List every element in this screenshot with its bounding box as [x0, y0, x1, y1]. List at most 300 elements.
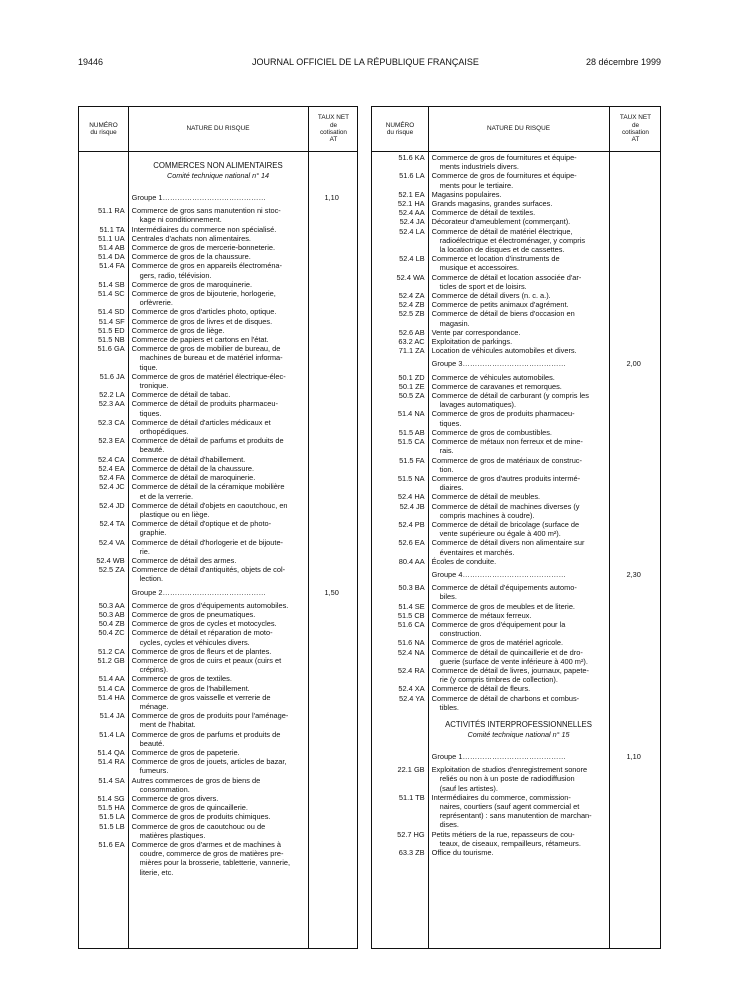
risk-code: 51.5 AB: [398, 427, 425, 437]
risk-nature: [428, 638, 608, 647]
nature-line: Commerce de gros de liège.: [131, 325, 225, 335]
rate-cell: [306, 372, 357, 390]
risk-code: 51.4 SG: [97, 794, 125, 803]
nature-line: Commerce de détail d'optique et de photo-: [131, 519, 272, 529]
table-row: [372, 199, 660, 208]
nature-line: Intermédiaires du commerce, commission-: [431, 792, 571, 802]
rate-cell: [607, 391, 660, 409]
group-code-cell: [372, 570, 428, 579]
risk-nature: [428, 409, 608, 427]
rate-cell: [607, 254, 660, 272]
risk-nature: [428, 199, 608, 208]
risk-nature: [128, 812, 307, 821]
nature-line: Location de véhicules automobiles et divers.: [431, 346, 577, 356]
nature-line: ménage.: [139, 701, 169, 711]
table-row: [79, 610, 357, 619]
risk-code: 51.6 GA: [97, 344, 125, 354]
risk-code: 50.5 ZA: [398, 391, 425, 401]
risk-code: 50.1 ZD: [398, 372, 425, 382]
table-row: [79, 390, 357, 399]
nature-line: Commerce de gros de livres et de disques.: [131, 316, 273, 326]
risk-code: 50.4 ZB: [98, 619, 125, 629]
risk-nature: [128, 674, 307, 683]
risk-code: 51.2 GB: [97, 655, 125, 665]
risk-nature: [128, 776, 307, 794]
table-row: [79, 399, 357, 417]
risk-nature: [128, 372, 307, 390]
group-row: [372, 359, 660, 368]
risk-code: 50.3 AA: [98, 600, 125, 610]
table-row: [79, 261, 357, 279]
group-label: Groupe 1……………………………………: [131, 193, 266, 202]
rate-cell: [306, 556, 357, 565]
risk-nature: [128, 418, 307, 436]
rate-cell: [306, 225, 357, 234]
rate-cell: [306, 307, 357, 316]
table-row: [79, 252, 357, 261]
rate-cell: [306, 840, 357, 877]
nature-line: Commerce de gros divers.: [131, 794, 219, 803]
nature-line: Commerce de détail de textiles.: [431, 208, 536, 218]
table-row: [79, 628, 357, 646]
nature-line: graphie.: [139, 528, 167, 538]
risk-nature: [128, 647, 307, 656]
table-row: [79, 840, 357, 877]
table-row: [79, 776, 357, 794]
risk-code: 52.6 AB: [398, 327, 425, 337]
risk-code: 51.4 SD: [97, 307, 125, 317]
nature-line: Commerce de détail divers (n. c. a.).: [431, 291, 551, 301]
risk-code: 51.4 FA: [99, 261, 125, 271]
rate-cell: [607, 638, 660, 647]
table-row: [79, 656, 357, 674]
risk-nature: [128, 455, 307, 464]
rate-cell: [306, 243, 357, 252]
nature-line: Commerce de gros de caoutchouc ou de: [131, 821, 266, 831]
table-row: [79, 501, 357, 519]
rate-cell: [306, 390, 357, 399]
nature-line: ments pour le tertiaire.: [439, 180, 514, 190]
table-row: [79, 372, 357, 390]
group-row: [372, 752, 660, 761]
nature-line: éventaires et marchés.: [439, 547, 515, 557]
risk-code: 50.3 AB: [98, 609, 125, 619]
nature-line: literie, etc.: [139, 867, 174, 877]
nature-line: Commerce de gros de la chaussure.: [131, 252, 251, 262]
risk-code: 52.4 LA: [399, 226, 425, 236]
nature-line: Commerce de gros de matériel agricole.: [431, 638, 564, 648]
nature-line: Commerce de détail de bricolage (surface de: [431, 519, 580, 529]
rate-cell: [306, 822, 357, 840]
risk-nature: [428, 227, 608, 255]
risk-nature: [128, 684, 307, 693]
rate-cell: [607, 273, 660, 291]
rate-cell: [306, 326, 357, 335]
group-code-cell: [372, 752, 428, 761]
risk-nature: [128, 243, 307, 252]
nature-line: Décorateur d'ameublement (commerçant).: [431, 217, 571, 227]
nature-line: Commerce de véhicules automobiles.: [431, 372, 555, 382]
nature-line: (sauf les artistes).: [439, 783, 498, 793]
risk-nature: [128, 794, 307, 803]
nature-line: Commerce de gros de textiles.: [131, 674, 232, 684]
rate-cell: [607, 190, 660, 199]
risk-nature: [428, 309, 608, 327]
nature-line: machines de bureau et de matériel informa-: [139, 353, 283, 363]
nature-line: magasin.: [439, 318, 470, 328]
section-title: ACTIVITÉS INTERPROFESSIONNELLES: [445, 719, 592, 729]
risk-nature: [128, 619, 307, 628]
risk-nature: [428, 765, 608, 793]
publication-date: 28 décembre 1999: [585, 57, 661, 67]
nature-line: Commerce de gros de bijouterie, horlogerie,: [131, 289, 276, 299]
nature-line: Commerce de gros d'autres produits intermé-: [431, 473, 581, 483]
table-row: [372, 648, 660, 666]
risk-nature: [428, 300, 608, 309]
risk-nature: [428, 538, 608, 556]
risk-nature: [128, 473, 307, 482]
nature-line: Commerce de détail divers non alimentaire sur: [431, 538, 585, 548]
nature-line: Commerce de gros d'articles photo, optique.: [131, 307, 277, 317]
nature-line: tronique.: [139, 381, 169, 391]
risk-code: 51.5 HA: [97, 803, 125, 813]
risk-code: 52.5 ZB: [398, 309, 425, 319]
risk-nature: [428, 583, 608, 601]
nature-line: mières pour la brosserie, tabletterie, vannerie,: [139, 858, 291, 868]
table-row: [372, 337, 660, 346]
risk-code: 51.5 CA: [397, 437, 425, 447]
rate-cell: [306, 748, 357, 757]
risk-nature: [428, 337, 608, 346]
nature-line: Commerce de détail de maroquinerie.: [131, 473, 256, 483]
risk-nature: [428, 254, 608, 272]
risk-code: 51.4 RA: [97, 757, 125, 767]
risk-nature: [428, 602, 608, 611]
nature-line: ment de l'habitat.: [139, 720, 196, 730]
risk-code: 51.6 KA: [398, 153, 425, 162]
risk-nature: [128, 317, 307, 326]
nature-line: biles.: [439, 592, 457, 602]
risk-code: 50.4 ZC: [98, 628, 125, 638]
rate-cell: [607, 291, 660, 300]
table-row: [79, 206, 357, 224]
rate-cell: [607, 694, 660, 712]
risk-nature: [428, 502, 608, 520]
rate-cell: [306, 436, 357, 454]
risk-code: 51.6 JA: [99, 371, 125, 381]
nature-line: rie.: [139, 546, 150, 556]
risk-code: 52.4 CA: [97, 454, 125, 464]
nature-line: construction.: [439, 629, 482, 639]
table-row: [79, 693, 357, 711]
risk-nature: [128, 261, 307, 279]
risk-code: 51.4 AA: [98, 674, 125, 684]
risk-code: 52.4 LB: [399, 254, 425, 264]
rate-cell: [607, 684, 660, 693]
risk-code: 52.4 ZA: [398, 291, 425, 301]
nature-line: Commerce de gros de fleurs et de plantes.: [131, 646, 272, 656]
rate-cell: [607, 520, 660, 538]
table-body-left: [79, 153, 357, 948]
table-row: [79, 674, 357, 683]
risk-nature: [428, 848, 608, 857]
table-row: [372, 611, 660, 620]
nature-line: Commerce de détail de charbons et combus-: [431, 693, 580, 703]
nature-line: Commerce de gros d'équipement pour la: [431, 619, 566, 629]
nature-line: Commerce de détail de matériel électrique,: [431, 226, 573, 236]
nature-line: Commerce de détail de livres, journaux, papete-: [431, 665, 589, 675]
group-code-cell: [372, 359, 428, 368]
nature-line: Commerce de gros de maroquinerie.: [131, 279, 253, 289]
rate-cell: [306, 482, 357, 500]
nature-line: Commerce de gros de quincaillerie.: [131, 803, 248, 813]
table-row: [372, 583, 660, 601]
risk-code: 51.4 HA: [97, 692, 125, 702]
nature-line: lavages automatiques).: [439, 400, 517, 410]
group-rate: 1,10: [324, 193, 339, 202]
nature-line: Commerce de détail de biens d'occasion en: [431, 309, 575, 319]
nature-line: Commerce de détail de quincaillerie et de dro-: [431, 647, 583, 657]
risk-code: 51.4 JA: [99, 711, 125, 721]
nature-line: Commerce de détail de tabac.: [131, 390, 231, 400]
risk-code: 52.3 AA: [98, 399, 125, 409]
risk-code: 52.4 WA: [396, 272, 425, 282]
table-row: [79, 619, 357, 628]
risk-code: 51.6 NA: [397, 638, 425, 648]
risk-code: 51.6 EA: [98, 840, 125, 850]
table-row: [372, 254, 660, 272]
rate-cell: [306, 628, 357, 646]
rate-cell: [306, 289, 357, 307]
risk-code: 52.1 HA: [397, 199, 425, 209]
risk-nature: [428, 208, 608, 217]
table-row: [79, 280, 357, 289]
rate-cell: [306, 803, 357, 812]
rate-cell: [607, 793, 660, 830]
risk-nature: [428, 620, 608, 638]
risk-code: 51.6 CA: [397, 619, 425, 629]
risk-nature: [128, 538, 307, 556]
risk-nature: [128, 280, 307, 289]
rate-cell: [306, 538, 357, 556]
nature-line: vente supérieure ou égale à 400 m²).: [439, 529, 561, 539]
risk-code: 51.4 SE: [398, 601, 425, 611]
nature-line: Commerce de détail d'habillement.: [131, 454, 246, 464]
table-row: [372, 502, 660, 520]
nature-line: plastique ou en liège.: [139, 509, 210, 519]
nature-line: rais.: [439, 446, 454, 456]
risk-code: 52.4 NA: [397, 647, 425, 657]
nature-line: Commerce de détail d'objets en caoutchouc, en: [131, 500, 288, 510]
table-row: [79, 243, 357, 252]
risk-code: 51.1 TA: [99, 224, 125, 234]
nature-line: représentant) : sans manutention de marchan-: [439, 811, 592, 821]
table-row: [372, 602, 660, 611]
risk-code: 51.4 AB: [98, 243, 125, 253]
nature-line: orthopédiques.: [139, 427, 189, 437]
table-row: [372, 520, 660, 538]
nature-line: Commerce de gros de combustibles.: [431, 427, 552, 437]
table-row: [79, 482, 357, 500]
rate-cell: [607, 208, 660, 217]
risk-nature: [128, 252, 307, 261]
table-row: [79, 473, 357, 482]
table-row: [79, 335, 357, 344]
nature-line: Commerce de détail de parfums et produits de: [131, 436, 284, 446]
table-row: [79, 326, 357, 335]
risk-nature: [128, 289, 307, 307]
table-row: [372, 765, 660, 793]
table-row: [79, 803, 357, 812]
risk-code: 51.4 CA: [97, 683, 125, 693]
risk-code: 51.1 UA: [97, 233, 125, 243]
risk-code: 51.5 CB: [397, 610, 425, 620]
nature-line: Grands magasins, grandes surfaces.: [431, 199, 553, 209]
risk-nature: [128, 757, 307, 775]
rate-cell: [607, 583, 660, 601]
table-row: [372, 684, 660, 693]
nature-line: Commerce de gros de meubles et de literie.: [431, 601, 575, 611]
risk-nature: [428, 171, 608, 189]
table-row: [79, 317, 357, 326]
risk-code: 51.4 DA: [97, 252, 125, 262]
risk-nature: [128, 840, 307, 877]
nature-line: Commerce de caravanes et remorques.: [431, 381, 562, 391]
column-header-rate: TAUX NET de cotisation AT: [619, 114, 652, 144]
risk-nature: [428, 793, 608, 830]
group-row: [79, 588, 357, 597]
table-row: [372, 492, 660, 501]
nature-line: ticles de sport et de loisirs.: [439, 281, 527, 291]
risk-code: 50.3 BA: [398, 583, 425, 593]
table-row: [79, 711, 357, 729]
nature-line: teaux, de ciseaux, rempailleurs, rétameurs.: [439, 838, 581, 848]
nature-line: Commerce de gros de papeterie.: [131, 747, 240, 757]
table-row: [372, 171, 660, 189]
nature-line: tiques.: [139, 408, 162, 418]
table-row: [79, 684, 357, 693]
risk-nature: [428, 273, 608, 291]
nature-line: beauté.: [139, 445, 165, 455]
table-row: [372, 428, 660, 437]
group-rate: 2,30: [626, 569, 641, 579]
risk-code: 71.1 ZA: [398, 346, 425, 356]
rate-cell: [306, 684, 357, 693]
nature-line: Commerce de détail des armes.: [131, 555, 237, 565]
table-row: [372, 153, 660, 171]
nature-line: Commerce de gros de fournitures et équipe-: [431, 171, 577, 181]
rate-cell: [306, 455, 357, 464]
risk-nature: [128, 803, 307, 812]
risk-code: 51.1 RA: [97, 206, 125, 216]
risk-nature: [128, 206, 307, 224]
risk-code: 51.4 SF: [98, 316, 125, 326]
rate-cell: [607, 217, 660, 226]
table-row: [79, 538, 357, 556]
group-rate: 1,50: [324, 587, 339, 597]
table-row: [79, 307, 357, 316]
table-row: [372, 538, 660, 556]
rate-cell: [607, 346, 660, 355]
rate-cell: [306, 757, 357, 775]
nature-line: tiques.: [439, 418, 462, 428]
rate-cell: [607, 648, 660, 666]
nature-line: Commerce de gros de cuirs et peaux (cuirs et: [131, 655, 282, 665]
rate-cell: [306, 619, 357, 628]
risk-nature: [128, 565, 307, 583]
nature-line: Commerce de gros d'équipements automobiles.: [131, 600, 289, 610]
risk-code: 52.6 EA: [398, 538, 425, 548]
risk-code: 52.4 ZB: [398, 300, 425, 310]
risk-code: 52.4 FA: [99, 473, 125, 483]
table-row: [79, 234, 357, 243]
risk-code: 51.5 LB: [99, 821, 125, 831]
table-row: [372, 291, 660, 300]
table-row: [372, 830, 660, 848]
group-code-cell: [79, 193, 128, 202]
risk-nature: [128, 326, 307, 335]
rate-cell: [306, 473, 357, 482]
column-header-code: NUMÉRO du risque: [385, 121, 415, 136]
column-header-code: NUMÉRO du risque: [89, 121, 118, 136]
table-row: [372, 409, 660, 427]
rate-cell: [607, 227, 660, 255]
risk-code: 52.4 HA: [397, 492, 425, 502]
table-row: [79, 464, 357, 473]
rate-cell: [607, 502, 660, 520]
risk-nature: [128, 344, 307, 372]
rate-cell: [607, 620, 660, 638]
table-row: [79, 556, 357, 565]
risk-nature: [428, 190, 608, 199]
column-header-rate: TAUX NET de cotisation AT: [317, 114, 350, 144]
table-row: [372, 217, 660, 226]
risk-code: 52.4 AA: [398, 208, 425, 218]
table-row: [79, 436, 357, 454]
nature-line: matières plastiques.: [139, 830, 206, 840]
nature-line: Commerce de détail d'articles médicaux et: [131, 417, 271, 427]
risk-nature: [128, 519, 307, 537]
nature-line: gers, radio, télévision.: [139, 270, 212, 280]
risk-nature: [128, 482, 307, 500]
risk-nature: [428, 437, 608, 455]
nature-line: Commerce de gros de matériaux de construc-: [431, 455, 582, 465]
risk-code: 52.2 LA: [99, 390, 125, 400]
rate-cell: [306, 418, 357, 436]
rate-cell: [306, 647, 357, 656]
nature-line: Commerce de gros de fournitures et équipe-: [431, 153, 577, 162]
nature-line: radioélectrique et électroménager, y compris: [439, 235, 586, 245]
table-row: [372, 391, 660, 409]
table-row: [372, 328, 660, 337]
rate-cell: [607, 328, 660, 337]
table-row: [79, 647, 357, 656]
risk-nature: [128, 628, 307, 646]
risk-nature: [428, 492, 608, 501]
risk-code: 52.4 JB: [399, 501, 425, 511]
risk-nature: [128, 501, 307, 519]
nature-line: Commerce de détail de la chaussure.: [131, 463, 255, 473]
risk-nature: [428, 474, 608, 492]
nature-line: crépins).: [139, 665, 168, 675]
risk-nature: [428, 291, 608, 300]
nature-line: beauté.: [139, 738, 165, 748]
risk-nature: [128, 610, 307, 619]
rate-cell: [607, 848, 660, 857]
risk-nature: [428, 373, 608, 382]
risk-nature: [128, 711, 307, 729]
nature-line: dises.: [439, 820, 459, 830]
